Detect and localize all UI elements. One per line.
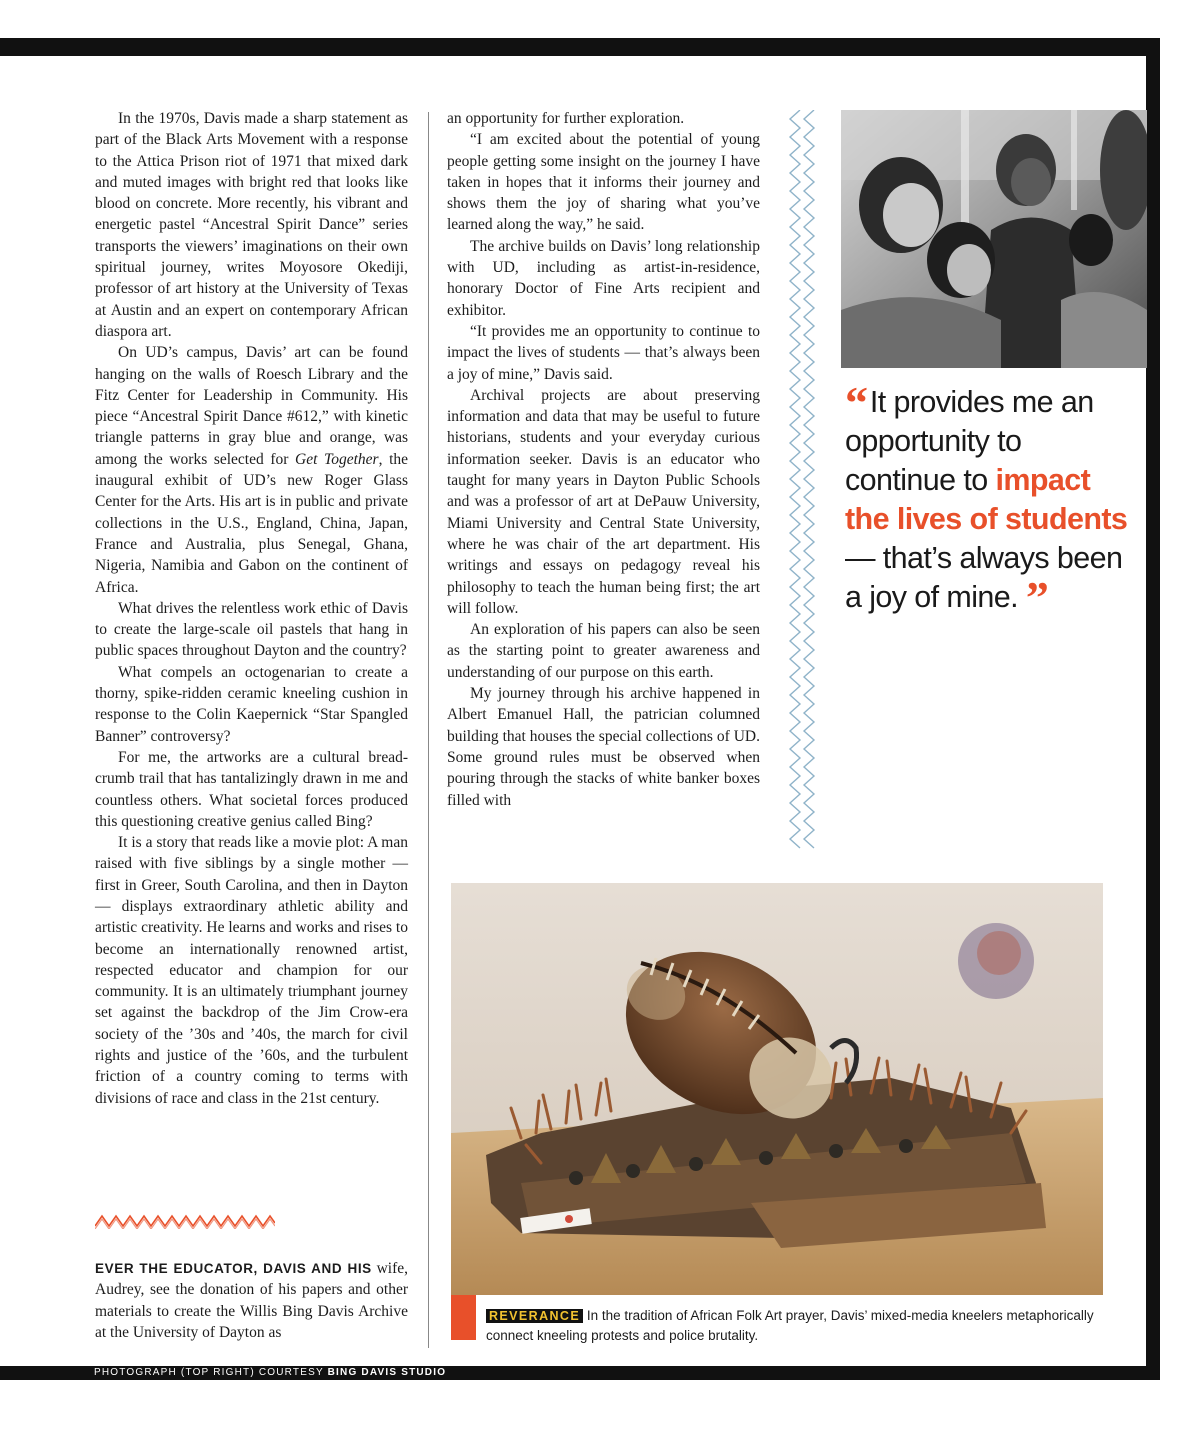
closing-text: wife, Audrey, see the donation of his papers and other materials to create the Willis Bing Davis Archive at the University of Dayton as (95, 1260, 408, 1341)
paragraph: On UD’s campus, Davis’ art can be found hanging on the walls of Roesch Library and the Fitz Center for Leadership in Community. His piece “Ancestral Spirit Dance #612,” with kinetic triangle patterns in gray blue and orange, was among the works selected for Get Together, the inaugural exhibit of UD’s new Roger Glass Center for the Arts. His art is in public and private collections in the U.S., England, China, Japan, France and Australia, plus Senegal, Ghana, Nigeria, Namibia and Gabon on the continent of Africa. (95, 344, 409, 596)
vertical-zigzag-ornament (786, 110, 818, 855)
photo-credit (94, 1367, 446, 1379)
caption-tag: REVERANCE (486, 1309, 583, 1323)
article-column-1 (95, 108, 408, 1109)
paragraph: The archive builds on Davis’ long relationship with UD, including as artist-in-residence, honorary Doctor of Fine Arts recipient and exhibitor. (447, 237, 760, 319)
paragraph: What compels an octogenarian to create a thorny, spike-ridden ceramic kneeling cushion in response to the Colin Kaepernick “Star Spangled Banner” controversy? (95, 663, 408, 745)
article-column-2 (447, 108, 760, 811)
pull-quote (845, 377, 1135, 623)
exhibit-title: Get Together (295, 450, 379, 468)
run-in-lead: EVER THE EDUCATOR, DAVIS AND HIS (95, 1261, 372, 1276)
paragraph: What drives the relentless work ethic of Davis to create the large-scale oil pastels that hang in public spaces throughout Dayton and the country? (95, 599, 408, 660)
frame-right-bar (1146, 38, 1160, 1380)
pull-quote-highlight: impact the lives of students (845, 463, 1128, 536)
paragraph-continued: an opportunity for further exploration. (447, 110, 685, 127)
caption-text: In the tradition of African Folk Art prayer, Davis’ mixed-media kneelers metaphorically connect kneeling protests and police brutality. (486, 1308, 1094, 1343)
paragraph: Archival projects are about preserving information and data that may be useful to future historians, students and your everyday curious information seeker. Davis is an educator who taught for many years in Dayton Public Schools and was a professor of art at DePauw University, Miami University and Central State University, where he was chair of the art department. His writings and essays on pedagogy reveal his philosophy to teach the human being first; the art will follow. (447, 386, 760, 617)
column-divider (428, 112, 429, 1348)
zigzag-divider (95, 1213, 275, 1229)
kneeler-artwork-photo (451, 883, 1103, 1295)
close-quote-mark: ” (1025, 572, 1043, 623)
paragraph: An exploration of his papers can also be seen as the starting point to greater awareness and understanding of our purpose on this earth. (447, 621, 760, 681)
pull-quote-text-end: — that’s always been a joy of mine. (845, 541, 1123, 614)
paragraph: My journey through his archive happened in Albert Emanuel Hall, the patrician columned building that houses the special collections of UD. Some ground rules must be observed when pouring through the stacks of white banker boxes filled with (447, 685, 760, 809)
archival-photo-students (841, 110, 1147, 368)
paragraph: “I am excited about the potential of young people getting some insight on the journey I have taken in hopes that it informs their journey and shows them the joy of sharing what you’ve learned along the way,” he said. (447, 131, 760, 234)
paragraph: In the 1970s, Davis made a sharp statement as part of the Black Arts Movement with a response to the Attica Prison riot of 1971 that mixed dark and muted images with bright red that looks like blood on concrete. More recently, his vibrant and energetic pastel “Ancestral Spirit Dance” series transports the viewers’ imaginations on their own spiritual journey, writes Moyosore Okediji, professor of art history at the University of Texas at Austin and an expert on contemporary African diaspora art. (95, 110, 408, 340)
paragraph: For me, the artworks are a cultural breadcrumb trail that has tantalizingly drawn in me and countless others. What societal forces produced this questioning creative genius called Bing? (95, 748, 408, 830)
photo-credit-prefix: PHOTOGRAPH (TOP RIGHT) COURTESY (94, 1367, 324, 1378)
paragraph: It is a story that reads like a movie plot: A man raised with five siblings by a single mother — first in Greer, South Carolina, and then in Dayton — displays extraordinary athletic ability and artistic creativity. He learns and works and rises to become an internationally renowned artist, respected educator and champion for our community. It is an ultimately triumphant journey set against the backdrop of the Jim Crow-era society of the ’30s and ’40s, the march for civil rights and justice of the ’60s, and the turbulent friction of a country coming to terms with divisions of race and class in the 21st century. (95, 834, 408, 1107)
paragraph: “It provides me an opportunity to continue to impact the lives of students — that’s always been a joy of mine,” Davis said. (447, 322, 760, 383)
pull-quote-text: It provides me an opportunity to continue to (845, 385, 1094, 497)
photo-credit-name: BING DAVIS STUDIO (327, 1367, 447, 1378)
photo-caption (486, 1306, 1106, 1345)
open-quote-mark: “ (845, 377, 862, 428)
closing-paragraph (95, 1258, 408, 1343)
frame-top-bar (0, 38, 1160, 56)
